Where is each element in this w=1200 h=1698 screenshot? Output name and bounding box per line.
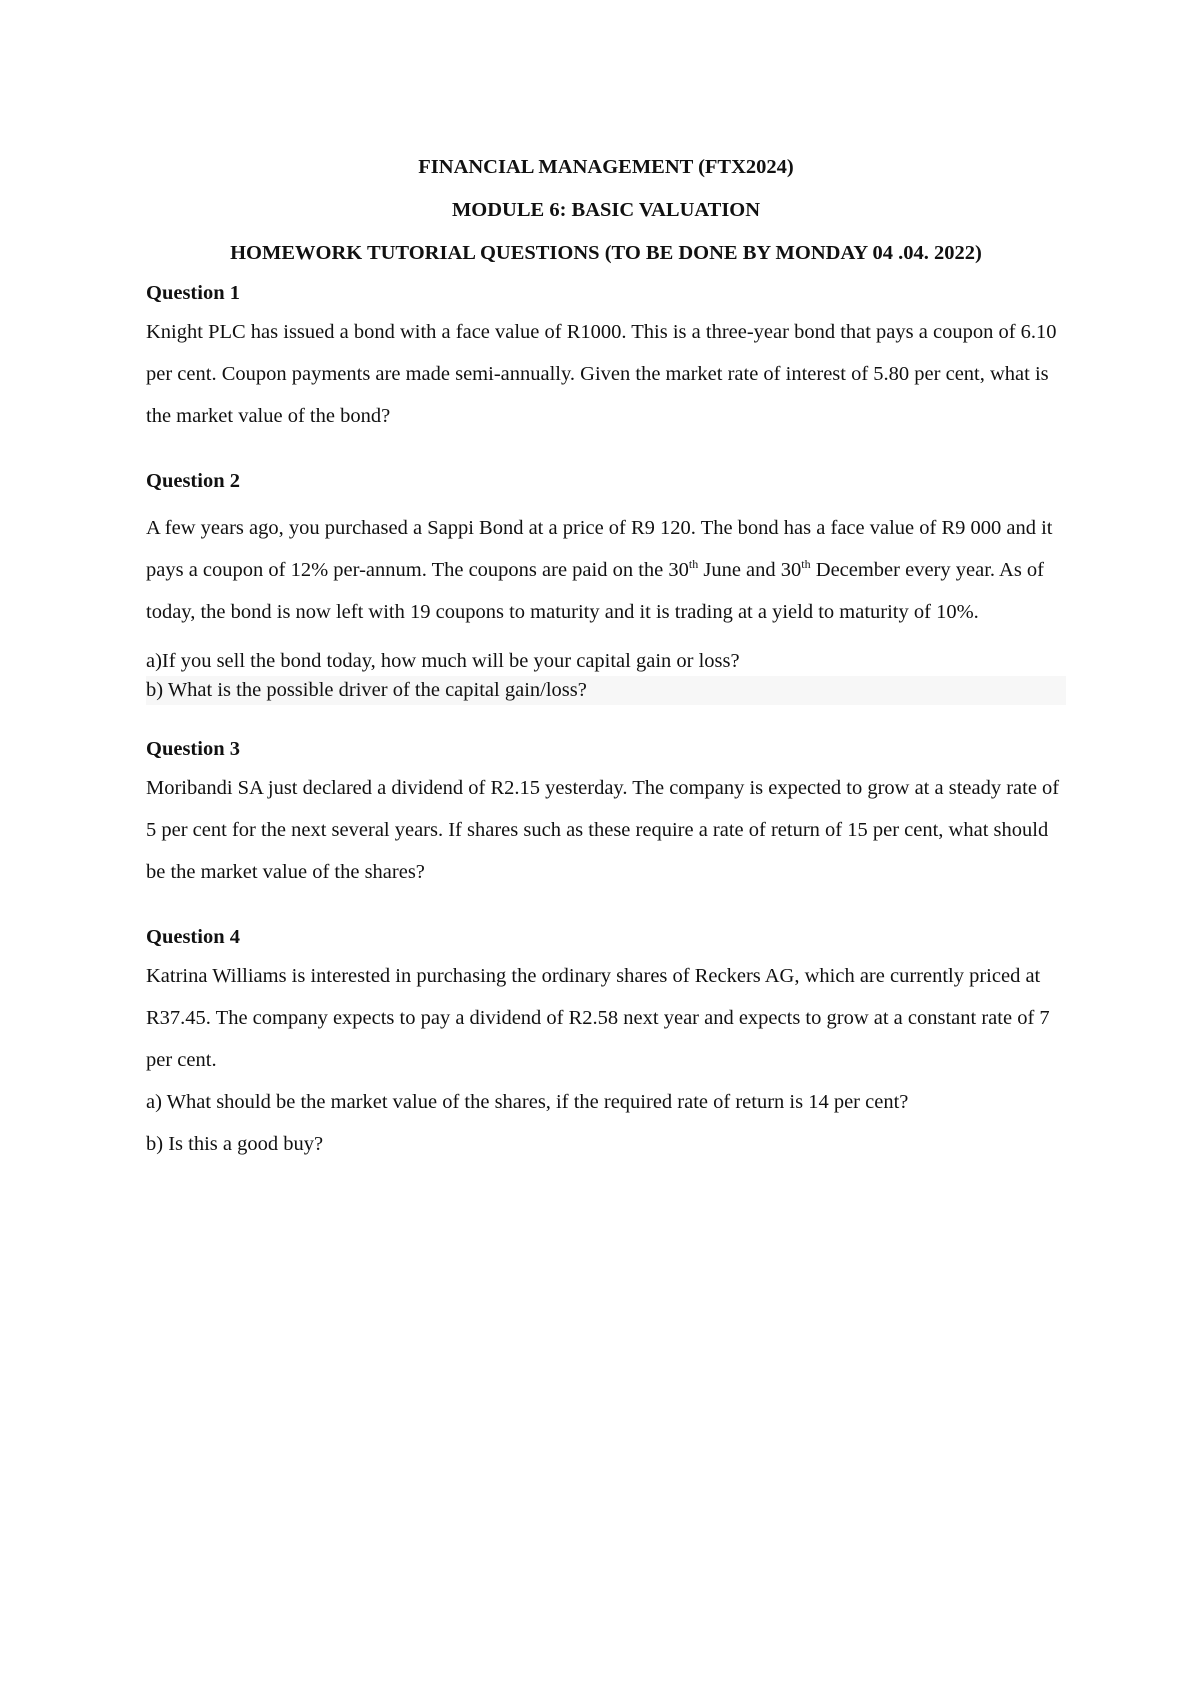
question-2-text bbox=[146, 507, 1066, 633]
ordinal-suffix-2: th bbox=[801, 557, 811, 572]
question-1-text: Knight PLC has issued a bond with a face value of R1000. This is a three-year bond that pays a coupon of 6.10 per cent. Coupon payments are made semi-annually. Given the market rate of interest of 5.80 per cent, what is the market value of the bond? bbox=[146, 321, 1057, 427]
homework-subtitle: HOMEWORK TUTORIAL QUESTIONS (TO BE DONE BY MONDAY 04 .04. 2022) bbox=[230, 242, 982, 264]
question-4 bbox=[146, 919, 1066, 1165]
question-3 bbox=[146, 731, 1066, 893]
question-2-sub-a: a)If you sell the bond today, how much will be your capital gain or loss? bbox=[146, 650, 740, 672]
question-1 bbox=[146, 275, 1066, 437]
question-2-text-part-3: December every year. As of today, the bond is now left with 19 coupons to maturity and it is trading at a yield to maturity of 10%. bbox=[146, 559, 1045, 623]
question-2-text-part-2: June and 30 bbox=[698, 559, 802, 581]
question-4-heading: Question 4 bbox=[146, 926, 240, 948]
course-title: FINANCIAL MANAGEMENT (FTX2024) bbox=[418, 156, 794, 178]
ordinal-suffix-1: th bbox=[688, 557, 699, 572]
question-2-heading: Question 2 bbox=[146, 470, 240, 492]
document-header bbox=[146, 146, 1066, 275]
question-2-text-part-1: A few years ago, you purchased a Sappi Bond at a price of R9 120. The bond has a face value of R9 000 and it pays a coupon of 12% per-annum. The coupons are paid on the 30 bbox=[146, 517, 1053, 581]
document-content bbox=[146, 146, 1066, 1165]
question-4-sub-b: b) Is this a good buy? bbox=[146, 1133, 324, 1155]
question-4-text: Katrina Williams is interested in purchasing the ordinary shares of Reckers AG, which are currently priced at R37.45. The company expects to pay a dividend of R2.58 next year and expects to grow at a constant rate of 7 per cent. bbox=[146, 965, 1050, 1071]
question-3-heading: Question 3 bbox=[146, 738, 240, 760]
question-3-text: Moribandi SA just declared a dividend of R2.15 yesterday. The company is expected to grow at a steady rate of 5 per cent for the next several years. If shares such as these require a rate of return of 15 per cent, what should be the market value of the shares? bbox=[146, 777, 1060, 883]
question-2-sub-b: b) What is the possible driver of the capital gain/loss? bbox=[146, 676, 1066, 705]
question-4-sub-a: a) What should be the market value of the shares, if the required rate of return is 14 per cent? bbox=[146, 1091, 909, 1113]
module-title: MODULE 6: BASIC VALUATION bbox=[451, 199, 761, 221]
question-2 bbox=[146, 463, 1066, 705]
question-1-heading: Question 1 bbox=[146, 282, 240, 304]
